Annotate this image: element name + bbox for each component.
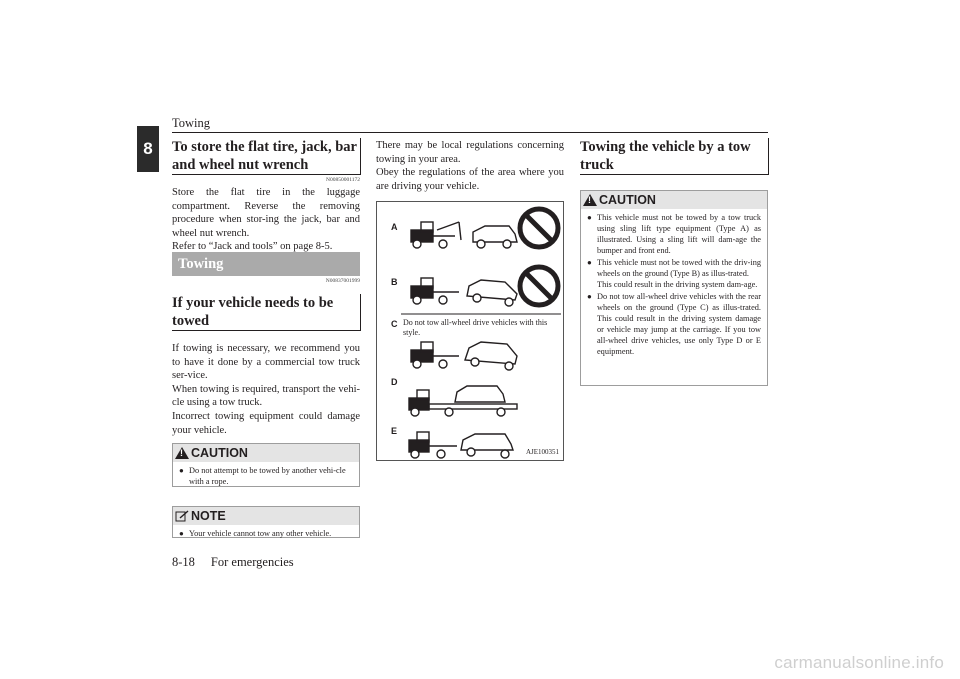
- note-box-header: [173, 507, 359, 525]
- note-box-body: [173, 525, 359, 544]
- regulations-p1: There may be local regulations concerning towing in your area.: [376, 140, 564, 165]
- caution-box-2-body: [581, 209, 767, 362]
- prohibited-sign-b-icon: [520, 267, 558, 305]
- prohibited-sign-a-icon: [520, 209, 558, 247]
- towing-banner: Towing: [172, 252, 360, 276]
- chapter-tab: 8: [137, 126, 159, 172]
- towing-illustration: [376, 201, 564, 461]
- note-item: ● Your vehicle cannot tow any other vehicle.: [179, 528, 353, 539]
- tow-truck-heading: [580, 138, 769, 175]
- caution-box-1: [172, 443, 360, 487]
- tow-truck-a-icon: [411, 222, 517, 248]
- tow-truck-c-icon: [411, 342, 517, 370]
- tow-truck-d-icon: [409, 386, 517, 416]
- store-code: N00850001172: [325, 177, 360, 183]
- tow-truck-b-icon: [411, 278, 517, 306]
- caution-box-2: [580, 190, 768, 386]
- regulations-paragraph: [376, 139, 564, 193]
- needs-heading-text: If your vehicle needs to be towed: [172, 295, 334, 329]
- illus-code: AJE100351: [525, 448, 559, 456]
- illus-label-a: A: [391, 222, 398, 232]
- illus-label-c: C: [391, 319, 398, 329]
- header-rule: [172, 132, 768, 133]
- illus-label-e: E: [391, 426, 398, 436]
- note-label: NOTE: [191, 509, 226, 523]
- warning-triangle-icon: [175, 447, 189, 459]
- tow-truck-heading-text: Towing the vehicle by a tow truck: [580, 139, 751, 173]
- section-name: For emergencies: [210, 555, 294, 569]
- warning-triangle-icon: [583, 194, 597, 206]
- note-pencil-icon: [175, 510, 189, 522]
- page-footer: [172, 555, 294, 570]
- store-ref: Refer to “Jack and tools” on page 8-5.: [172, 241, 333, 253]
- page-number: 8-18: [172, 555, 195, 569]
- caution-item-2-text: This vehicle must not be towed with the driv-ing wheels on the ground (Type B) as illus-trated.: [597, 258, 761, 278]
- store-paragraph: [172, 186, 360, 254]
- caution-box-1-body: [173, 462, 359, 492]
- needs-heading: [172, 294, 361, 331]
- caution-item-3: ● Do not tow all-wheel drive vehicles with the rear wheels on the ground (Type C) as illus-trated. This could result in the driving system damage or vehicle may jump at the carriage. If you tow all-wheel drive vehicles, use only Type D or E equipment.: [587, 291, 761, 357]
- needs-p3: Incorrect towing equipment could damage your vehicle.: [172, 410, 360, 436]
- note-box: [172, 506, 360, 538]
- watermark: carmanualsonline.info: [774, 653, 944, 672]
- needs-paragraph: [172, 342, 360, 437]
- needs-p1: If towing is necessary, we recommend you to have it done by a commercial tow truck ser-vice.: [172, 343, 360, 382]
- regulations-p2: Obey the regulations of the area where you are driving your vehicle.: [376, 167, 564, 192]
- needs-p2: When towing is required, transport the vehi-cle using a tow truck.: [172, 383, 360, 409]
- caution-item-1: ● This vehicle must not be towed by a tow truck using sling lift type equipment (Type A) as illustrated. Using a sling lift will dam-age the bumper and front end.: [587, 212, 761, 256]
- illus-label-b: B: [391, 277, 398, 287]
- illus-label-d: D: [391, 377, 398, 387]
- tow-truck-e-icon: [409, 432, 513, 458]
- caution-item-2: [587, 257, 761, 279]
- caution-box-1-header: [173, 444, 359, 462]
- illus-note: Do not tow all-wheel drive vehicles with this style.: [403, 318, 548, 337]
- caution-item-2-extra: This could result in the driving system dam-age.: [597, 280, 758, 289]
- store-heading-text: To store the flat tire, jack, bar and wheel nut wrench: [172, 139, 357, 173]
- caution-item: ● Do not attempt to be towed by another vehi-cle with a rope.: [179, 465, 353, 487]
- caution-label: CAUTION: [599, 193, 656, 207]
- store-text: Store the flat tire in the luggage compartment. Reverse the removing procedure when stor-ing the jack, bar and wheel nut wrench.: [172, 187, 360, 239]
- towing-code: N00837001999: [325, 278, 360, 284]
- page-header-title: Towing: [172, 116, 211, 130]
- caution-label: CAUTION: [191, 446, 248, 460]
- store-heading: [172, 138, 361, 175]
- caution-box-2-header: [581, 191, 767, 209]
